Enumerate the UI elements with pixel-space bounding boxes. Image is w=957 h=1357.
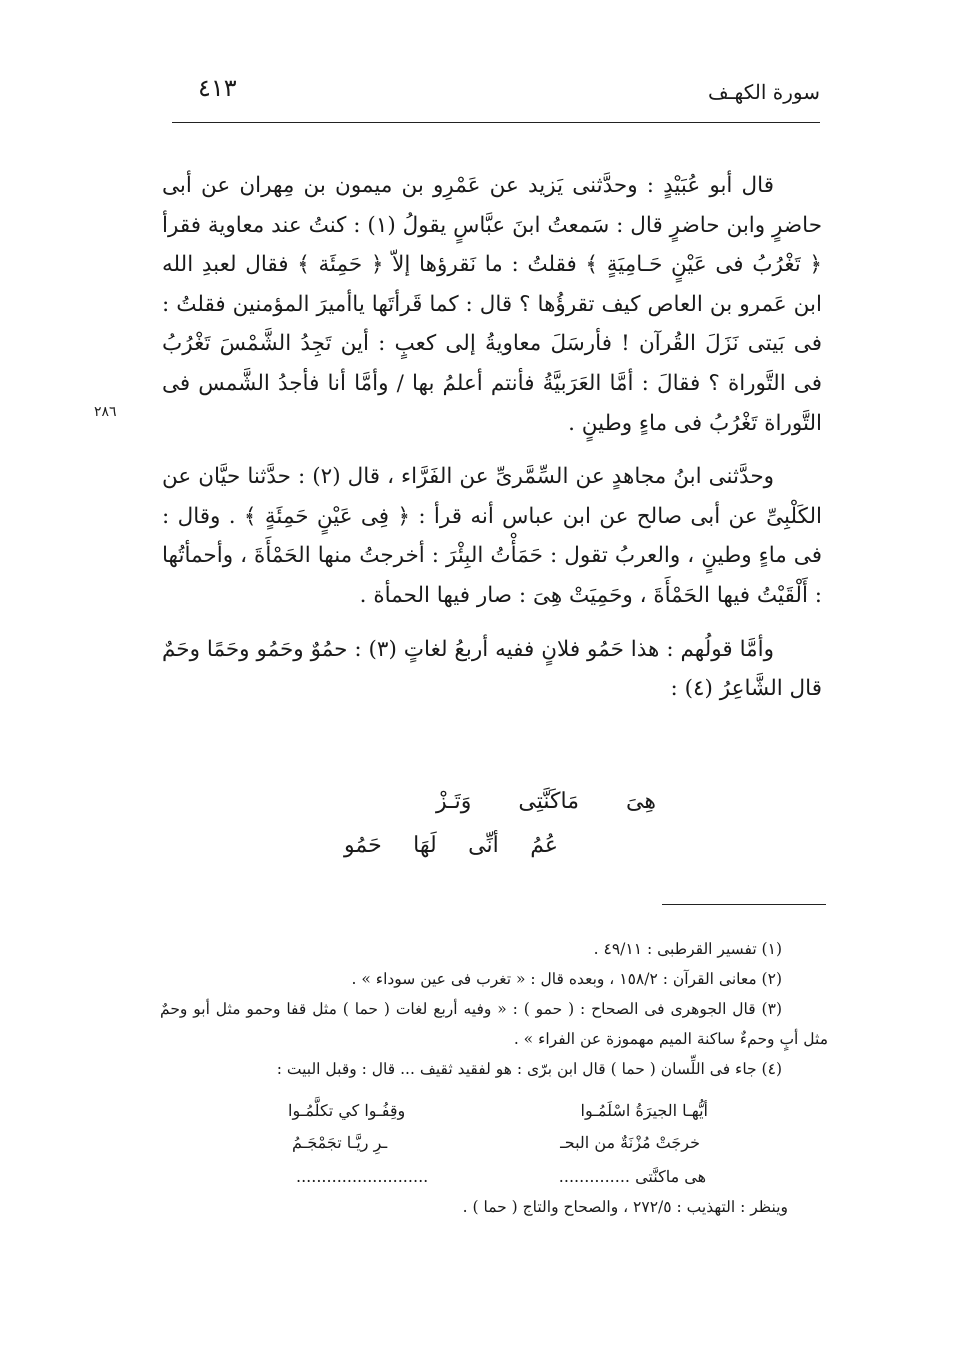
footnote-2: (٢) معانى القرآن : ١٥٨/٢ ، وبعده قال : « تغرب فى عين سوداء » . [351,970,782,988]
footnote-3: (٣) قال الجوهرى فى الصحاح : ( حمو ) : « وفيه أربع لغات ( حما ) مثل قفا وحمو مثل أبو وحمٌ مثل أبٍ وحمءٌ ساكنة الميم مهموزة عن الفراء » . [160,1000,828,1048]
verse-word: عُمُ [530,833,558,858]
footnote-verse-1 [288,1094,708,1128]
verse-word: وَتَـزْ [436,789,472,814]
verse-hemistich: .......................... [296,1167,429,1186]
paragraph-3: وأمَّا قولُهم : هذا حَمُو فلانٍ ففيه أربعُ لغاتٍ (٣) : حمُوٌ وحَمُو وحَمًا وحَمٌ قال الشَّاعِرُ (٤) : [162,636,822,702]
verse-hemistich: هى ماكنَّتى .............. [558,1167,706,1186]
paragraph-1: قال أبو عُبَيْدٍ : وحدَّثنى يَزيد عن عَمْرِو بن ميمون بن مِهران عن أبى حاضرٍ وابن حاضرٍ قال : سَمعتُ ابنَ عبَّاسٍ يقولُ (١) : كنتُ عند معاوية فقرأ ﴿ تَغْرُبُ فى عَيْنٍ حَـامِيَةٍ ﴾ فقلتُ : ما نَقرؤها إلاّ ﴿ حَمِئَة ﴾ فقال لعبدِ الله ابن عَمرو بن العاص كيف تقرؤُها ؟ قال : كما قَرأتَها ياأميرَ المؤمنين فقلتُ : فى بَيتى نَزَلَ القُرآن ! فأرسَلَ معاويةُ إلى كعبٍ : أين تَجِدُ الشَّمْسَ تَغْرُبُ فى التَّوراة ؟ فقالَ : أمَّا العَرَبيَّةُ فأنتم أعلمُ بها / وأمَّا أنا فأجدُ الشَّمس فى التَّوراة تَغْرُبُ فى ماءٍ وطينٍ . [162,173,823,436]
verse-word: مَاكَنَّتِى [518,789,579,814]
footnote-verse-2 [292,1126,700,1160]
poem-verse-line-1 [436,780,656,824]
page-number: ٤١٣ [198,74,237,102]
verse-word: أنِّى [468,833,499,858]
verse-hemistich: خرجَتْ مُزْنَةٌ من البحـ [560,1133,700,1152]
verse-word: لَهَا [413,833,437,858]
verse-hemistich: أيُّهـا الجيرَةُ اسْلَمُـوا [580,1101,708,1120]
surah-name: سورة الكهـف [707,80,820,104]
verse-word: هِىَ [626,789,656,814]
verse-hemistich: وقِفُـوا كي تكلَّمُـوا [288,1101,406,1120]
footnote-1: (١) تفسير القرطبى : ٤٩/١١ . [593,940,782,958]
margin-page-reference: ٢٨٦ [94,404,117,420]
verse-hemistich: ـرِ ريَّـا تجَمْجَـمُ [292,1133,388,1152]
footnote-4: (٤) جاء فى اللِّسان ( حما ) قال ابن برّى : هو لفقيد ثقيف ... قال : وقبل البيت : [276,1060,782,1078]
footnote-divider [662,904,826,905]
footnote-verse-3 [296,1160,706,1194]
paragraph-2: وحدَّثنى ابنُ مجاهدٍ عن السِّمَّرىِّ عن الفَرَّاء ، قال (٢) : حدَّثنا حيَّان عن الكَلْبِىِّ عن أبى صالح عن ابن عباس أنه قرأ : ﴿ فِى عَيْنٍ حَمِئَةٍ ﴾ . وقال : فى ماءٍ وطينٍ ، والعربُ تقول : حَمَأْتُ البِئْرَ : أخرجتُ منها الحَمْأَةَ ، وأحمأتُها : أَلْقَيْتُ فيها الحَمْأَةَ ، وحَمِيَتْ هِىَ : صار فيها الحمأة . [162,464,822,608]
verse-word: حَمُو [344,833,382,858]
main-text [162,166,822,713]
poem-verse-line-2 [344,824,558,868]
header-divider [172,122,820,123]
footnote-reference: وينظر : التهذيب : ٢٧٢/٥ ، والصحاح والتاج ( حما ) . [462,1198,788,1216]
footnotes [160,934,828,1084]
page-header [170,72,820,108]
